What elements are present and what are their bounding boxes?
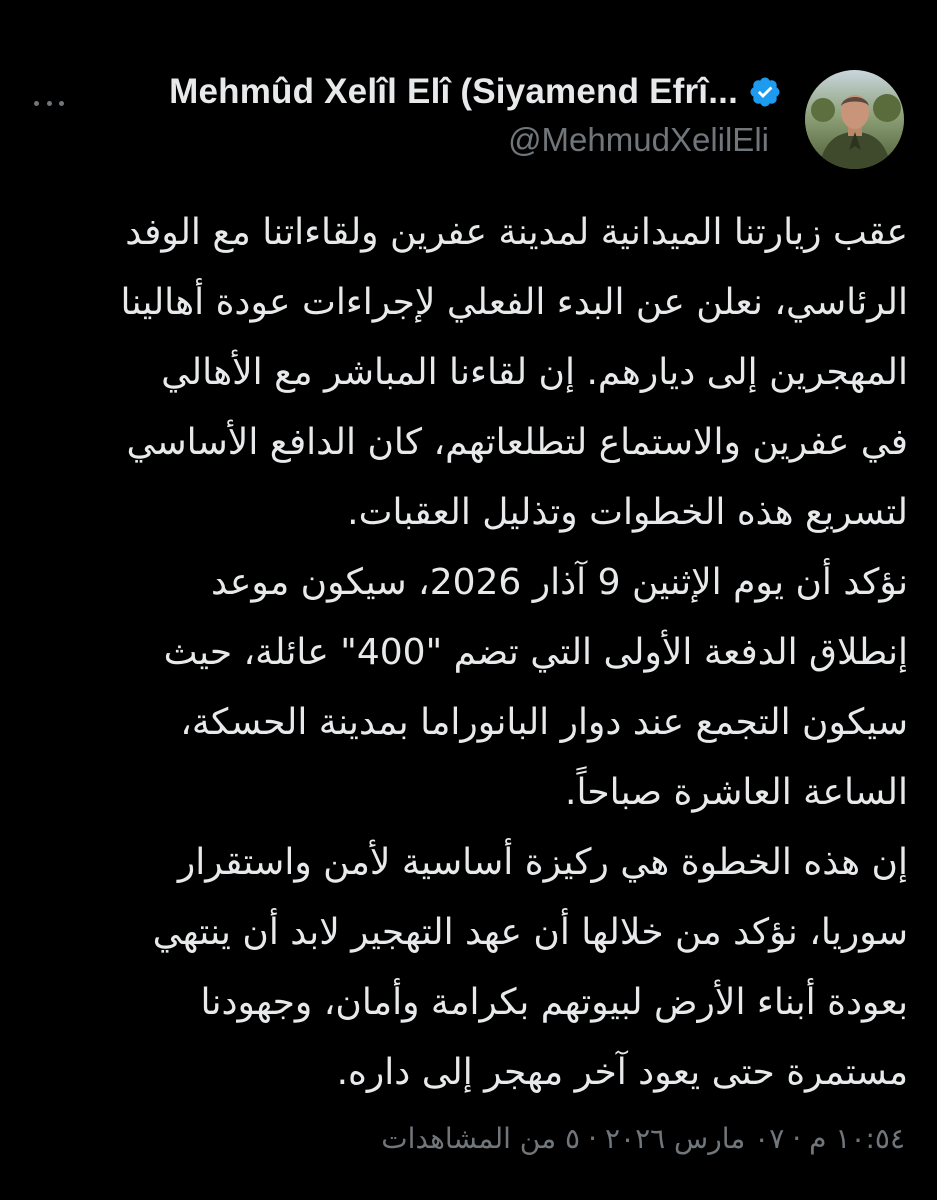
tweet-text-line: عقب زيارتنا الميدانية لمدينة عفرين ولقاءاتنا مع الوفد [125,212,908,253]
tweet-text-line: لتسريع هذه الخطوات وتذليل العقبات. [347,492,908,533]
author-name-row[interactable] [169,72,782,112]
tweet-text-line: إن هذه الخطوة هي ركيزة أساسية لأمن واستقرار [177,842,908,883]
ellipsis-dot [59,101,64,106]
tweet-date[interactable]: ٠٧ مارس ٢٠٢٦ [604,1122,785,1155]
tweet-text [18,198,908,1108]
tweet-text-line: في عفرين والاستماع لتطلعاتهم، كان الدافع الأساسي [126,422,908,463]
tweet-text-line: إنطلاق الدفعة الأولى التي تضم "400" عائلة، حيث [163,632,908,673]
tweet-text-line: بعودة أبناء الأرض لبيوتهم بكرامة وأمان، وجهودنا [200,982,908,1023]
tweet-text-line: سيكون التجمع عند دوار البانوراما بمدينة الحسكة، [180,702,908,743]
ellipsis-horizontal-icon [34,101,39,106]
author-display-name[interactable]: Mehmûd Xelîl Elî (Siyamend Efrî... [169,72,738,111]
tweet-time[interactable]: ١٠:٥٤ م [809,1122,905,1155]
tweet-text-line: نؤكد أن يوم الإثنين 9 آذار 2026، سيكون موعد [210,562,908,603]
author-handle[interactable]: @MehmudXelilEli [508,121,769,158]
verified-badge-icon [748,75,782,109]
meta-separator: · [792,1122,802,1155]
tweet-text-line: سوريا، نؤكد من خلالها أن عهد التهجير لابد أن ينتهي [152,912,908,953]
avatar[interactable] [805,70,904,169]
ellipsis-dot [47,101,52,106]
tweet-text-line: الرئاسي، نعلن عن البدء الفعلي لإجراءات عودة أهالينا [120,282,908,323]
tweet-text-line: مستمرة حتى يعود آخر مهجر إلى داره. [336,1052,908,1093]
tweet-text-line: المهجرين إلى ديارهم. إن لقاءنا المباشر مع الأهالي [161,352,908,393]
more-options-button[interactable] [34,92,64,114]
tweet-metadata [381,1122,905,1155]
tweet-text-line: الساعة العاشرة صباحاً. [565,772,908,813]
tweet-views[interactable]: ٥ من المشاهدات [381,1122,581,1155]
meta-separator: · [588,1122,597,1155]
profile-photo-icon [805,70,904,169]
